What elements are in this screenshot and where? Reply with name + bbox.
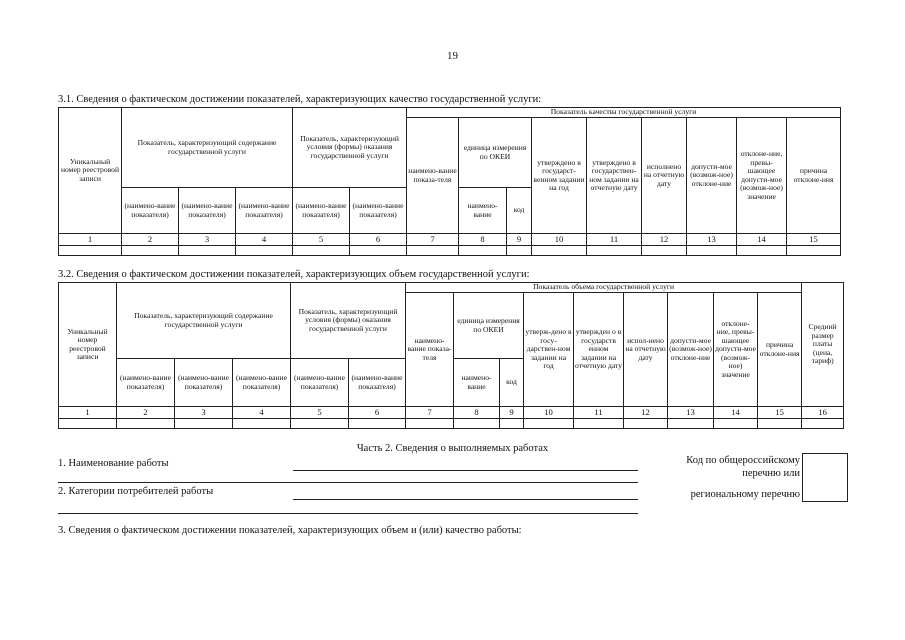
header-approved-date: утверждено в государствен-ном задании на отчетную дату [587, 118, 642, 234]
header-approved-task: утверждено в государст-венном задании на год [532, 118, 587, 234]
header-approved-date: утвержден о в государств енном задании на отчетную дату [574, 293, 624, 407]
consumers-field-line-2[interactable] [58, 513, 638, 514]
sub-indicator-name: (наимено-вание показателя) [117, 359, 175, 407]
column-number: 11 [574, 407, 624, 419]
sub-indicator-name: (наимено-вание показателя) [179, 188, 236, 234]
header-unit-code: код [507, 188, 532, 234]
column-number: 15 [787, 234, 841, 246]
header-executed: исполнено на отчетную дату [642, 118, 687, 234]
work-name-field[interactable] [293, 470, 638, 471]
code-label-line-3: региональному перечню [690, 489, 800, 500]
column-number: 15 [758, 407, 802, 419]
header-deviation-reason: причина отклоне-ния [787, 118, 841, 234]
header-content-indicator: Показатель, характеризующий содержание государственной услуги [117, 283, 291, 359]
column-number: 11 [587, 234, 642, 246]
part-2-title: Часть 2. Сведения о выполняемых работах [356, 443, 549, 454]
column-number: 8 [459, 234, 507, 246]
section-3-heading: 3. Сведения о фактическом достижении показателей, характеризующих объем и (или) качество работы: [58, 525, 522, 536]
header-unit-name: наимено-вание [459, 188, 507, 234]
column-number: 9 [500, 407, 524, 419]
table-row [59, 246, 841, 256]
column-number: 4 [236, 234, 293, 246]
quality-indicators-table [58, 107, 841, 256]
column-number: 2 [117, 407, 175, 419]
column-number: 3 [175, 407, 233, 419]
header-content-indicator: Показатель, характеризующий содержание государственной услуги [122, 108, 293, 188]
column-number: 7 [406, 407, 454, 419]
column-number: 10 [532, 234, 587, 246]
volume-indicators-table [58, 282, 844, 429]
registry-code-box[interactable] [802, 453, 848, 502]
header-unit-code: код [500, 359, 524, 407]
sub-indicator-name: (наимено-вание показателя) [350, 188, 407, 234]
column-number: 1 [59, 407, 117, 419]
column-number: 10 [524, 407, 574, 419]
header-indicator-name: наимено-вание показа-теля [406, 293, 454, 407]
table-row [59, 419, 844, 429]
work-name-field-line-2[interactable] [58, 482, 638, 483]
header-conditions-indicator: Показатель, характеризующий условия (формы) оказания государственной услуги [291, 283, 406, 359]
sub-indicator-name: (наимено-вание показателя) [291, 359, 349, 407]
header-allowed-deviation: допусти-мое (возмож-ное) отклоне-ние [687, 118, 737, 234]
column-number: 5 [291, 407, 349, 419]
sub-indicator-name: (наимено-вание показателя) [233, 359, 291, 407]
header-unit-okei: единица измерения по ОКЕИ [454, 293, 524, 359]
column-number: 5 [293, 234, 350, 246]
column-number: 12 [642, 234, 687, 246]
header-average-fee: Средний размер платы (цена, тариф) [802, 283, 844, 407]
code-label-line-1: Код по общероссийскому [686, 455, 800, 466]
header-approved-task: утверж-дено в госу-дарствен-ном задании на год [524, 293, 574, 407]
section-3-2-heading: 3.2. Сведения о фактическом достижении показателей, характеризующих объем государственной услуги: [58, 269, 530, 280]
header-quality-indicator: Показатель качества государственной услуги [407, 108, 841, 118]
header-unique-number: Уникальный номер реестровой записи [59, 108, 122, 234]
header-unit-okei: единица измерения по ОКЕИ [459, 118, 532, 188]
header-volume-indicator: Показатель объема государственной услуги [406, 283, 802, 293]
consumers-label: 2. Категории потребителей работы [58, 486, 214, 497]
header-exceeding-deviation: отклоне-ние, превы-шающее допусти-мое (возмож-ное) значение [737, 118, 787, 234]
column-number: 13 [668, 407, 714, 419]
column-number: 12 [624, 407, 668, 419]
header-unit-name: наимено-вание [454, 359, 500, 407]
column-number: 3 [179, 234, 236, 246]
column-number: 13 [687, 234, 737, 246]
column-number: 14 [714, 407, 758, 419]
sub-indicator-name: (наимено-вание показателя) [236, 188, 293, 234]
column-number: 1 [59, 234, 122, 246]
page-number: 19 [447, 50, 458, 62]
column-number: 16 [802, 407, 844, 419]
column-number: 14 [737, 234, 787, 246]
column-number: 6 [349, 407, 406, 419]
header-exceeding-deviation: отклоне-ние, превы-шающее допусти-мое (возмож-ное) значение [714, 293, 758, 407]
work-name-label: 1. Наименование работы [58, 458, 169, 469]
sub-indicator-name: (наимено-вание показателя) [175, 359, 233, 407]
column-number: 6 [350, 234, 407, 246]
sub-indicator-name: (наимено-вание показателя) [122, 188, 179, 234]
header-deviation-reason: причина отклоне-ния [758, 293, 802, 407]
column-number: 7 [407, 234, 459, 246]
consumers-field[interactable] [293, 499, 638, 500]
sub-indicator-name: (наимено-вание показателя) [349, 359, 406, 407]
column-number: 2 [122, 234, 179, 246]
header-conditions-indicator: Показатель, характеризующий условия (формы) оказания государственной услуги [293, 108, 407, 188]
section-3-1-heading: 3.1. Сведения о фактическом достижении показателей, характеризующих качество государственной услуги: [58, 94, 542, 105]
column-number: 8 [454, 407, 500, 419]
sub-indicator-name: (наимено-вание показателя) [293, 188, 350, 234]
header-unique-number: Уникальный номер реестровой записи [59, 283, 117, 407]
column-number: 4 [233, 407, 291, 419]
header-executed: испол-нено на отчетную дату [624, 293, 668, 407]
header-indicator-name: наимено-вание показа-теля [407, 118, 459, 234]
column-number: 9 [507, 234, 532, 246]
code-label-line-2: перечню или [742, 468, 800, 479]
header-allowed-deviation: допусти-мое (возмож-ное) отклоне-ние [668, 293, 714, 407]
